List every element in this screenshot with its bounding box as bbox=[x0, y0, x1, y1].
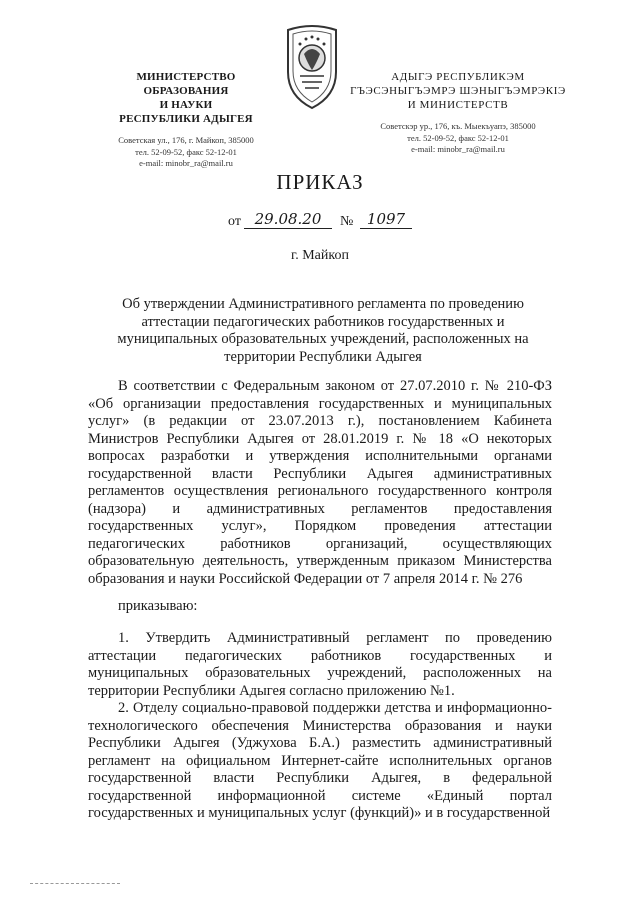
ministry-name-line: РЕСПУБЛИКИ АДЫГЕЯ bbox=[119, 113, 253, 125]
email-line: e-mail: minobr_ra@mail.ru bbox=[139, 158, 233, 168]
order-date-handwritten: 29.08.20 bbox=[244, 210, 332, 229]
email-line: e-mail: minobr_ra@mail.ru bbox=[411, 144, 505, 154]
order-subject: Об утверждении Административного регламента по проведению аттестации педагогических работников государственных и муниципальных образовательных учреждений, расположенных на территории Республики Адыгея bbox=[117, 296, 529, 365]
phone-line: тел. 52-09-52, факс 52-12-01 bbox=[135, 146, 237, 157]
ministry-name-adyghe bbox=[348, 70, 568, 112]
coat-of-arms-emblem bbox=[280, 24, 344, 112]
ministry-header-adyghe bbox=[348, 70, 568, 156]
city-line: г. Майкоп bbox=[291, 248, 349, 263]
ministry-address-russian bbox=[96, 135, 276, 170]
order-number-handwritten: 1097 bbox=[360, 210, 412, 229]
ministry-name-line: АДЫГЭ РЕСПУБЛИКЭМ bbox=[391, 71, 525, 83]
ministry-name-line: МИНИСТЕРСТВО ОБРАЗОВАНИЯ bbox=[136, 71, 236, 97]
address-line: Советскэр ур., 176, къ. Мыекъуапэ, 385000 bbox=[380, 121, 536, 131]
address-line: Советская ул., 176, г. Майкоп, 385000 bbox=[118, 135, 254, 145]
legal-basis-paragraph: В соответствии с Федеральным законом от 27.07.2010 г. № 210-ФЗ «Об организации предоставления государственных и муниципальных услуг» (в редакции от 23.07.2013 г.), постановлением Кабинета Министров Республики Адыгея от 28.01.2019 г. № 18 «О некоторых вопросах разработки и утверждения исполнительными органами государственной власти Республики Адыгея административных регламентов осуществления регионального государственного контроля (надзора) и административных регламентов предоставления государственных услуг», Порядком проведения аттестации педагогических работников организаций, осуществляющих образовательную деятельность, утвержденным приказом Министерства образования и науки Российской Федерации от 7 апреля 2014 г. № 276 bbox=[88, 378, 552, 587]
order-date-number-line bbox=[228, 212, 428, 234]
footer-scan-line bbox=[30, 883, 120, 884]
document-title: ПРИКАЗ bbox=[276, 170, 364, 194]
ministry-header-russian bbox=[96, 70, 276, 170]
date-label: от bbox=[228, 214, 241, 229]
phone-line: тел. 52-09-52, факс 52-12-01 bbox=[407, 132, 509, 143]
ministry-name-line: ГЪЭСЭНЫГЪЭМРЭ ШЭНЫГЪЭМРЭКІЭ bbox=[350, 85, 566, 97]
ministry-name-russian bbox=[96, 70, 276, 126]
decree-word: приказываю: bbox=[118, 598, 198, 614]
ministry-name-line: И НАУКИ bbox=[159, 99, 213, 111]
order-item-1: 1. Утвердить Административный регламент по проведению аттестации педагогических работников государственных и муниципальных образовательных учреждений, расположенных на территории Республики Адыгея согласно приложению №1. bbox=[88, 630, 552, 699]
order-item-2: 2. Отделу социально-правовой поддержки детства и информационно-технологического обеспечения Министерства образования и науки Республики Адыгея (Уджухова Б.А.) разместить административный регламент на официальном Интернет-сайте исполнительных органов государственной власти Республики Адыгея, в федеральной государственной информационной системе «Единый портал государственных и муниципальных услуг (функций)» и в государственной bbox=[88, 700, 552, 821]
number-label: № bbox=[340, 214, 354, 229]
ministry-address-adyghe bbox=[348, 121, 568, 156]
ministry-name-line: И МИНИСТЕРСТВ bbox=[407, 99, 509, 111]
